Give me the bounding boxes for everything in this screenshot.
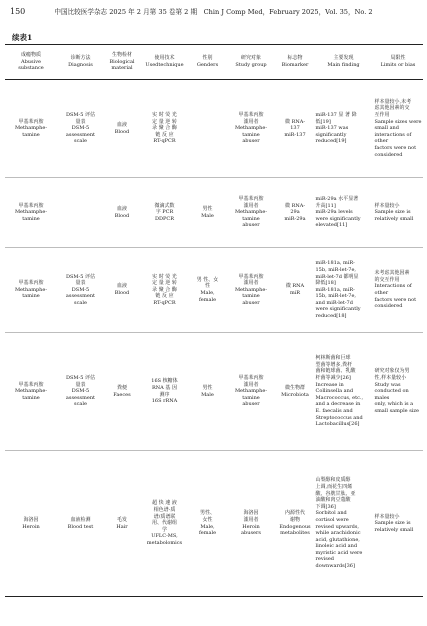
cell-line: Macrococcus, etc., (315, 394, 364, 401)
cell-line: revised upwards, (315, 523, 360, 530)
cell-group (226, 178, 276, 248)
cell-line: miR-181a, miR- (315, 286, 355, 293)
table-row (5, 451, 423, 597)
cell-gender (189, 451, 226, 597)
cell-line: tamine (242, 215, 260, 222)
cell-line: Abusive (21, 58, 41, 65)
cell-material (104, 451, 140, 597)
page-number: 150 (10, 7, 26, 16)
cell-limits (373, 451, 423, 597)
cell-line: 甲基苯丙胺 (18, 202, 44, 209)
cell-line: Streptococcus and (315, 414, 363, 421)
cell-line: 内源性代 (284, 510, 305, 517)
cell-line: DSM-5 (71, 125, 90, 132)
cell-line: Limits or bias (380, 62, 416, 68)
cell-line: abuser (242, 222, 260, 229)
cell-line: 链 反 应 (155, 293, 174, 300)
cell-line: 29a (290, 209, 300, 216)
cell-line: 甲基苯丙胺 (18, 118, 44, 125)
cell-line: DSM-5 (71, 286, 90, 293)
cell-line: Lactobacillus[26] (315, 421, 360, 428)
cell-diagnosis (57, 333, 104, 451)
cell-line: 未考虑其他因素 (374, 270, 410, 277)
cell-line: 生物检材 (111, 52, 132, 59)
cell-line: tamine (242, 131, 260, 138)
cell-line: Methamphe- (234, 388, 268, 395)
cell-group (226, 80, 276, 178)
cell-line: female (198, 296, 217, 303)
cell-line: Methamphe- (14, 125, 48, 132)
column-header (314, 45, 373, 80)
cell-line: elevated[11] (315, 222, 348, 229)
cell-limits (373, 333, 423, 451)
cell-line: 血液 (116, 205, 127, 212)
cell-finding (314, 80, 373, 178)
cell-line: assessment (65, 293, 96, 300)
cell-line: reduced[19] (315, 138, 347, 145)
cell-biomarker (276, 178, 314, 248)
cell-line: 女性 (202, 516, 213, 523)
cell-line: Blood (114, 212, 130, 219)
cell-line: 滥用者 (243, 280, 259, 287)
cell-line: 滥用者 (243, 118, 259, 125)
cell-line: 海洛因 (23, 516, 39, 523)
cell-line: Faeces (113, 391, 131, 398)
cell-diagnosis (57, 451, 104, 597)
cell-diagnosis (57, 178, 104, 248)
cell-line: were significantly (315, 306, 361, 313)
cell-line: 甲基苯丙胺 (238, 112, 264, 119)
column-header (189, 45, 226, 80)
cell-line: 粪便 (116, 384, 127, 391)
cell-line: 相色谱-质 (153, 507, 176, 514)
cell-line: tamine (242, 293, 260, 300)
cell-line: downwards[36] (315, 563, 355, 570)
cell-line: miR-let-7d 都明显 (315, 273, 359, 280)
column-header (57, 45, 104, 80)
cell-line: 链 反 应 (155, 131, 174, 138)
cell-line: Sample size is (374, 520, 411, 527)
cell-gender (189, 80, 226, 178)
cell-line: while arachidonic (315, 530, 361, 537)
cell-line: considered (374, 151, 403, 158)
cell-line: DSM-5 评估 (65, 273, 95, 280)
cell-line: Methamphe- (234, 209, 268, 216)
cell-line: Diagnosis (68, 62, 93, 68)
cell-line: 毛发 (116, 516, 127, 523)
cell-line: 升高[11] (315, 202, 336, 209)
cell-biomarker (276, 451, 314, 597)
cell-line: metabolomics (146, 539, 183, 546)
table-row (5, 178, 423, 248)
cell-line: miR-29a (284, 215, 306, 222)
cell-line: Male (201, 212, 214, 219)
cell-line: abuser (242, 401, 260, 408)
cell-finding (314, 333, 373, 451)
cell-line: 实 时 荧 光 (152, 273, 177, 280)
cell-line: DDPCR (155, 215, 174, 222)
cell-line: 用、代谢组 (151, 520, 177, 527)
cell-line: 降低[18] (315, 280, 336, 287)
cell-line: 微 RNA- (284, 118, 306, 125)
cell-line: were significantly (315, 215, 361, 222)
cell-material (104, 178, 140, 248)
cell-limits (373, 80, 423, 178)
cell-line: RNA 基 因 (152, 384, 177, 391)
cell-group (226, 451, 276, 597)
cell-line: small sample size (374, 407, 419, 414)
cell-line: Methamphe- (14, 209, 48, 216)
cell-line: 研究对象仅为男 (374, 368, 410, 375)
cell-line: 血液 (116, 283, 127, 290)
cell-line: 谱/质谱联 (153, 513, 176, 520)
cell-line: Increase in (315, 381, 344, 388)
cell-line: Methamphe- (14, 286, 48, 293)
cell-finding (314, 178, 373, 248)
cell-finding (314, 248, 373, 333)
cell-material (104, 248, 140, 333)
cell-line: 甲基苯丙胺 (238, 196, 264, 203)
cell-line: interactions of other (374, 131, 412, 145)
cell-line: conducted on males (374, 388, 409, 401)
cell-line: and miR-let-7d (315, 299, 353, 306)
cell-line: 油酸和肉豆蔻酸 (315, 497, 351, 504)
cell-line: Male, (200, 290, 215, 296)
cell-line: abusers (241, 530, 261, 537)
cell-line: 甲基苯丙胺 (238, 273, 264, 280)
cell-line: 16S rRNA (151, 398, 178, 405)
cell-substance (5, 80, 57, 178)
cell-line: RT-qPCR (153, 299, 176, 306)
cell-line: reduced[18] (315, 313, 347, 320)
cell-line: acid, glutathione, (315, 536, 360, 543)
cell-biomarker (276, 80, 314, 178)
cell-gender (189, 333, 226, 451)
cell-group (226, 248, 276, 333)
cell-line: 甲基苯丙胺 (18, 381, 44, 388)
column-header (226, 45, 276, 80)
cell-biomarker (276, 333, 314, 451)
table-row (5, 80, 423, 178)
cell-line: 性 (204, 283, 210, 290)
cell-line: 杆菌等减少[26] (315, 375, 351, 382)
cell-line: Male (201, 391, 214, 398)
table-row (5, 333, 423, 451)
cell-substance (5, 451, 57, 597)
cell-line: 定 量 逆 转 (152, 280, 177, 287)
cell-line: Blood (114, 128, 130, 135)
cell-line: 海洛因 (243, 510, 259, 517)
cell-line: 酸、谷胱甘肽、亚 (315, 490, 356, 497)
cell-line: small and (374, 125, 399, 132)
cell-line: 主要发现 (333, 55, 354, 62)
cell-substance (5, 248, 57, 333)
cell-line: tamine (22, 215, 40, 222)
cell-technique (140, 451, 189, 597)
cell-line: factors were not (374, 296, 417, 303)
cell-technique (140, 80, 189, 178)
cell-line: myristic acid were (315, 549, 363, 556)
cell-line: revised (315, 556, 334, 563)
cell-line: 柯林斯菌和巨球 (315, 355, 351, 362)
cell-line: 16S 核糖体 (151, 378, 178, 385)
cell-line: Sorbitol and (315, 510, 347, 517)
column-header (373, 45, 423, 80)
cell-line: 山梨醇和皮质醇 (315, 477, 351, 484)
cell-substance (5, 178, 57, 248)
cell-material (104, 80, 140, 178)
cell-line: UFLC-MS, (151, 533, 178, 540)
cell-line: 局限性 (390, 55, 406, 62)
cell-line: Methamphe- (14, 388, 48, 395)
cell-line: assessment (65, 394, 96, 401)
cell-line: scale (74, 401, 87, 408)
cell-line: 样本量较小 (374, 202, 400, 209)
cell-line: miR (289, 290, 301, 296)
cell-line: 诊断方法 (70, 55, 91, 62)
cell-line: Study was (374, 381, 401, 388)
cell-line: DSM-5 评估 (65, 112, 95, 119)
cell-line: 微生物群 (284, 384, 305, 391)
cell-line: 甲基苯丙胺 (18, 280, 44, 287)
cell-limits (373, 178, 423, 248)
cell-line: miR-181a, miR- (315, 260, 355, 267)
cell-line: and a decrease in (315, 401, 361, 408)
cell-line: tamine (22, 293, 40, 300)
cell-line: DSM-5 评估 (65, 375, 95, 382)
column-header (5, 45, 57, 80)
cell-line: 滥用者 (243, 381, 259, 388)
cell-line: 的交互作用 (374, 276, 400, 283)
cell-line: 测序 (159, 391, 170, 398)
cell-line: 男性 (202, 384, 213, 391)
cell-line: tamine (22, 394, 40, 401)
cell-line: scale (74, 299, 87, 306)
cell-line: relatively small (374, 526, 414, 533)
cell-line: 录 聚 合 酶 (152, 286, 177, 293)
cell-line: miR-137 (284, 131, 306, 138)
cell-line: Collinsella and (315, 388, 354, 395)
cell-line: 15b, miR-let-7e, (315, 266, 357, 273)
cell-line: 微 RNA (285, 283, 305, 290)
cell-line: 量表 (75, 381, 86, 388)
cell-technique (140, 333, 189, 451)
cell-line: Methamphe- (234, 286, 268, 293)
cell-line: 微滴式数 (154, 202, 175, 209)
cell-line: 低[19] (315, 118, 331, 125)
cell-diagnosis (57, 80, 104, 178)
cell-line: Interactions of other (374, 283, 412, 296)
cell-line: Blood (114, 290, 130, 296)
cell-line: Hair (116, 523, 128, 530)
cell-line: significantly (315, 131, 347, 138)
cell-line: Heroin (242, 523, 260, 530)
cell-line: 型菌等增多,粪杆 (315, 361, 353, 368)
cell-line: 菌和链球菌、乳酸 (315, 368, 356, 375)
table-title: 续表1 (12, 33, 33, 42)
cell-line: Main finding (327, 62, 360, 68)
cell-line: 甲基苯丙胺 (238, 375, 264, 382)
cell-line: scale (74, 138, 87, 145)
cell-line: 研究对象 (240, 55, 261, 62)
cell-line: 男 性、女 (196, 276, 219, 283)
cell-line: 超 快 速 液 (152, 500, 177, 507)
cell-line: cortisol were (315, 516, 349, 523)
cell-line: 实 时 荧 光 (152, 112, 177, 119)
cell-technique (140, 178, 189, 248)
cell-line: female (198, 530, 217, 537)
cell-line: miR-137 was (315, 125, 349, 132)
cell-gender (189, 248, 226, 333)
cell-line: Methamphe- (234, 125, 268, 132)
cell-line: metabolites (280, 530, 310, 537)
cell-line: Sample sizes were (374, 118, 422, 125)
cell-line: Usedtechnique (145, 62, 184, 68)
cell-line: 样本量较小 (374, 513, 400, 520)
cell-line: substance (18, 65, 44, 72)
cell-line: 量表 (75, 280, 86, 287)
cell-line: 上调,而花生四烯 (315, 483, 353, 490)
cell-line: Microbiota (281, 391, 309, 398)
journal-line: 中国比较医学杂志 2025 年 2 月第 35 卷第 2 期 Chin J Comp Med，February 2025，Vol. 35，No. 2 (54, 8, 373, 16)
cell-line: 学 (161, 526, 167, 533)
cell-line: 样本量较小,未考 (374, 98, 412, 105)
column-header (140, 45, 189, 80)
cell-line: 性,样本量较小 (374, 375, 407, 382)
cell-line: only, which is a (374, 401, 414, 408)
cell-line: 成瘾物质 (20, 52, 41, 59)
column-header (104, 45, 140, 80)
cell-line: 使用技术 (154, 55, 175, 62)
cell-diagnosis (57, 248, 104, 333)
cell-line: 性别 (202, 55, 213, 62)
cell-line: miR-29a 水平显著 (315, 196, 359, 203)
cell-line: 血液检测 (70, 516, 91, 523)
column-header (276, 45, 314, 80)
cell-technique (140, 248, 189, 333)
cell-line: tamine (22, 131, 40, 138)
cell-line: 量表 (75, 118, 86, 125)
cell-line: 互作用 (374, 112, 390, 119)
cell-line: Biological (109, 58, 135, 65)
table-header-row (5, 45, 423, 80)
cell-line: 谢物 (289, 516, 300, 523)
cell-line: 滥用者 (243, 202, 259, 209)
cell-line: linoleic acid and (315, 543, 358, 550)
cell-line: 15b, miR-let-7e, (315, 293, 357, 300)
cell-line: 男性、 (199, 510, 215, 517)
cell-line: 字 PCR (155, 209, 174, 216)
cell-line: relatively small (374, 215, 414, 222)
cell-line: Heroin (22, 523, 40, 530)
cell-line: 标志物 (287, 55, 303, 62)
cell-line: material (111, 65, 133, 72)
cell-line: factors were not (374, 144, 417, 151)
cell-line: 滥用者 (243, 516, 259, 523)
page-header (10, 4, 417, 20)
cell-line: DSM-5 (71, 388, 90, 395)
cell-substance (5, 333, 57, 451)
cell-line: Male, (200, 523, 215, 530)
cell-line: 录 聚 合 酶 (152, 125, 177, 132)
cell-line: Blood test (67, 523, 94, 530)
cell-line: miR-29a levels (315, 209, 353, 216)
table-row (5, 248, 423, 333)
cell-material (104, 333, 140, 451)
cell-line: abuser (242, 138, 260, 145)
cell-line: E. faecalis and (315, 407, 353, 414)
cell-group (226, 333, 276, 451)
cell-line: 虑其他因素的交 (374, 105, 410, 112)
cell-gender (189, 178, 226, 248)
cell-finding (314, 451, 373, 597)
cell-line: 定 量 逆 转 (152, 118, 177, 125)
cell-line: tamine (242, 394, 260, 401)
cell-line: Sample size is (374, 209, 411, 216)
cell-line: miR-137 显 著 降 (315, 112, 357, 119)
cell-biomarker (276, 248, 314, 333)
cell-line: RT-qPCR (153, 138, 176, 145)
study-table (5, 44, 423, 597)
cell-line: 下调[36] (315, 503, 336, 510)
cell-line: 男性 (202, 205, 213, 212)
cell-line: Study group (235, 62, 267, 68)
cell-line: assessment (65, 131, 96, 138)
cell-line: 血液 (116, 121, 127, 128)
cell-line: Genders (196, 62, 219, 68)
cell-line: 137 (290, 125, 300, 132)
cell-line: abuser (242, 299, 260, 306)
cell-limits (373, 248, 423, 333)
cell-line: Endogenous (279, 523, 311, 530)
cell-line: considered (374, 303, 403, 310)
cell-line: Biomarker (281, 62, 309, 68)
cell-line: 微 RNA- (284, 202, 306, 209)
